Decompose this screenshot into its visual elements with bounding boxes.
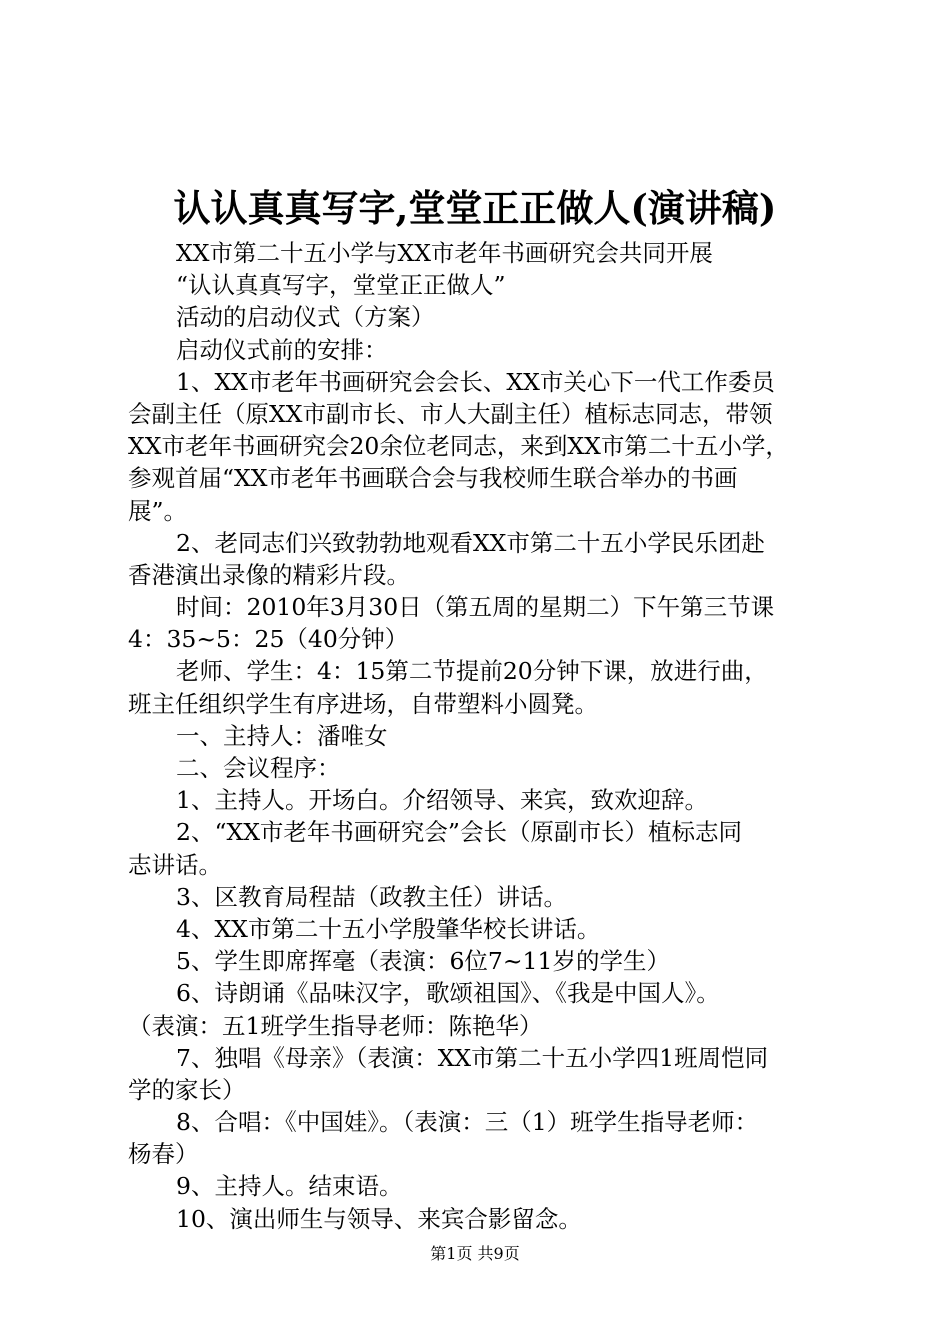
body-line: XX市老年书画研究会20余位老同志，来到XX市第二十五小学， (128, 432, 789, 461)
body-line: 学的家长） (128, 1075, 246, 1104)
body-line: 1、主持人。开场白。介绍领导、来宾，致欢迎辞。 (176, 786, 708, 815)
body-line: 老师、学生：4：15第二节提前20分钟下课，放进行曲， (176, 657, 768, 686)
body-line: 7、独唱《母亲》（表演：XX市第二十五小学四1班周恺同 (176, 1043, 769, 1072)
body-line: 一、主持人：潘唯女 (176, 721, 388, 750)
body-line: 香港演出录像的精彩片段。 (128, 560, 410, 589)
body-line: 4、XX市第二十五小学殷肇华校长讲话。 (176, 914, 601, 943)
body-line: 会副主任（原XX市副市长、市人大副主任）植标志同志，带领 (128, 399, 773, 428)
body-line: 参观首届“XX市老年书画联合会与我校师生联合举办的书画 (128, 464, 738, 493)
body-line: 10、演出师生与领导、来宾合影留念。 (176, 1204, 582, 1233)
body-line: 2、老同志们兴致勃勃地观看XX市第二十五小学民乐团赴 (176, 528, 765, 557)
body-line: “认认真真写字，堂堂正正做人” (176, 271, 506, 300)
body-line: 1、XX市老年书画研究会会长、XX市关心下一代工作委员 (176, 367, 775, 396)
body-line: 志讲话。 (128, 850, 222, 879)
body-line: 启动仪式前的安排： (176, 335, 388, 364)
page-number-footer: 第1页 共9页 (430, 1244, 520, 1263)
body-line: 8、合唱：《中国娃》。（表演：三（1）班学生指导老师： (176, 1108, 759, 1137)
document-body (128, 237, 840, 1235)
body-line: 杨春） (128, 1140, 199, 1169)
body-line: （表演：五1班学生指导老师：陈艳华） (128, 1011, 543, 1040)
body-line: 2、“XX市老年书画研究会”会长（原副市长）植标志同 (176, 818, 742, 847)
body-line: 二、会议程序： (176, 754, 341, 782)
body-line: XX市第二十五小学与XX市老年书画研究会共同开展 (176, 239, 713, 267)
body-line: 时间：2010年3月30日（第五周的星期二）下午第三节课 (176, 593, 775, 622)
body-line: 5、学生即席挥毫（表演：6位7~11岁的学生） (176, 947, 670, 976)
body-line: 4：35~5：25（40分钟） (128, 625, 409, 654)
document-title: 认认真真写字,堂堂正正做人(演讲稿) (173, 186, 777, 230)
body-line: 9、主持人。结束语。 (176, 1172, 403, 1201)
body-line: 展”。 (128, 496, 188, 525)
body-line: 6、诗朗诵《品味汉字，歌颂祖国》、《我是中国人》。 (176, 979, 720, 1008)
body-line: 活动的启动仪式（方案） (176, 303, 435, 332)
body-line: 3、区教育局程喆（政教主任）讲话。 (176, 882, 567, 911)
body-line: 班主任组织学生有序进场，自带塑料小圆凳。 (128, 689, 598, 718)
